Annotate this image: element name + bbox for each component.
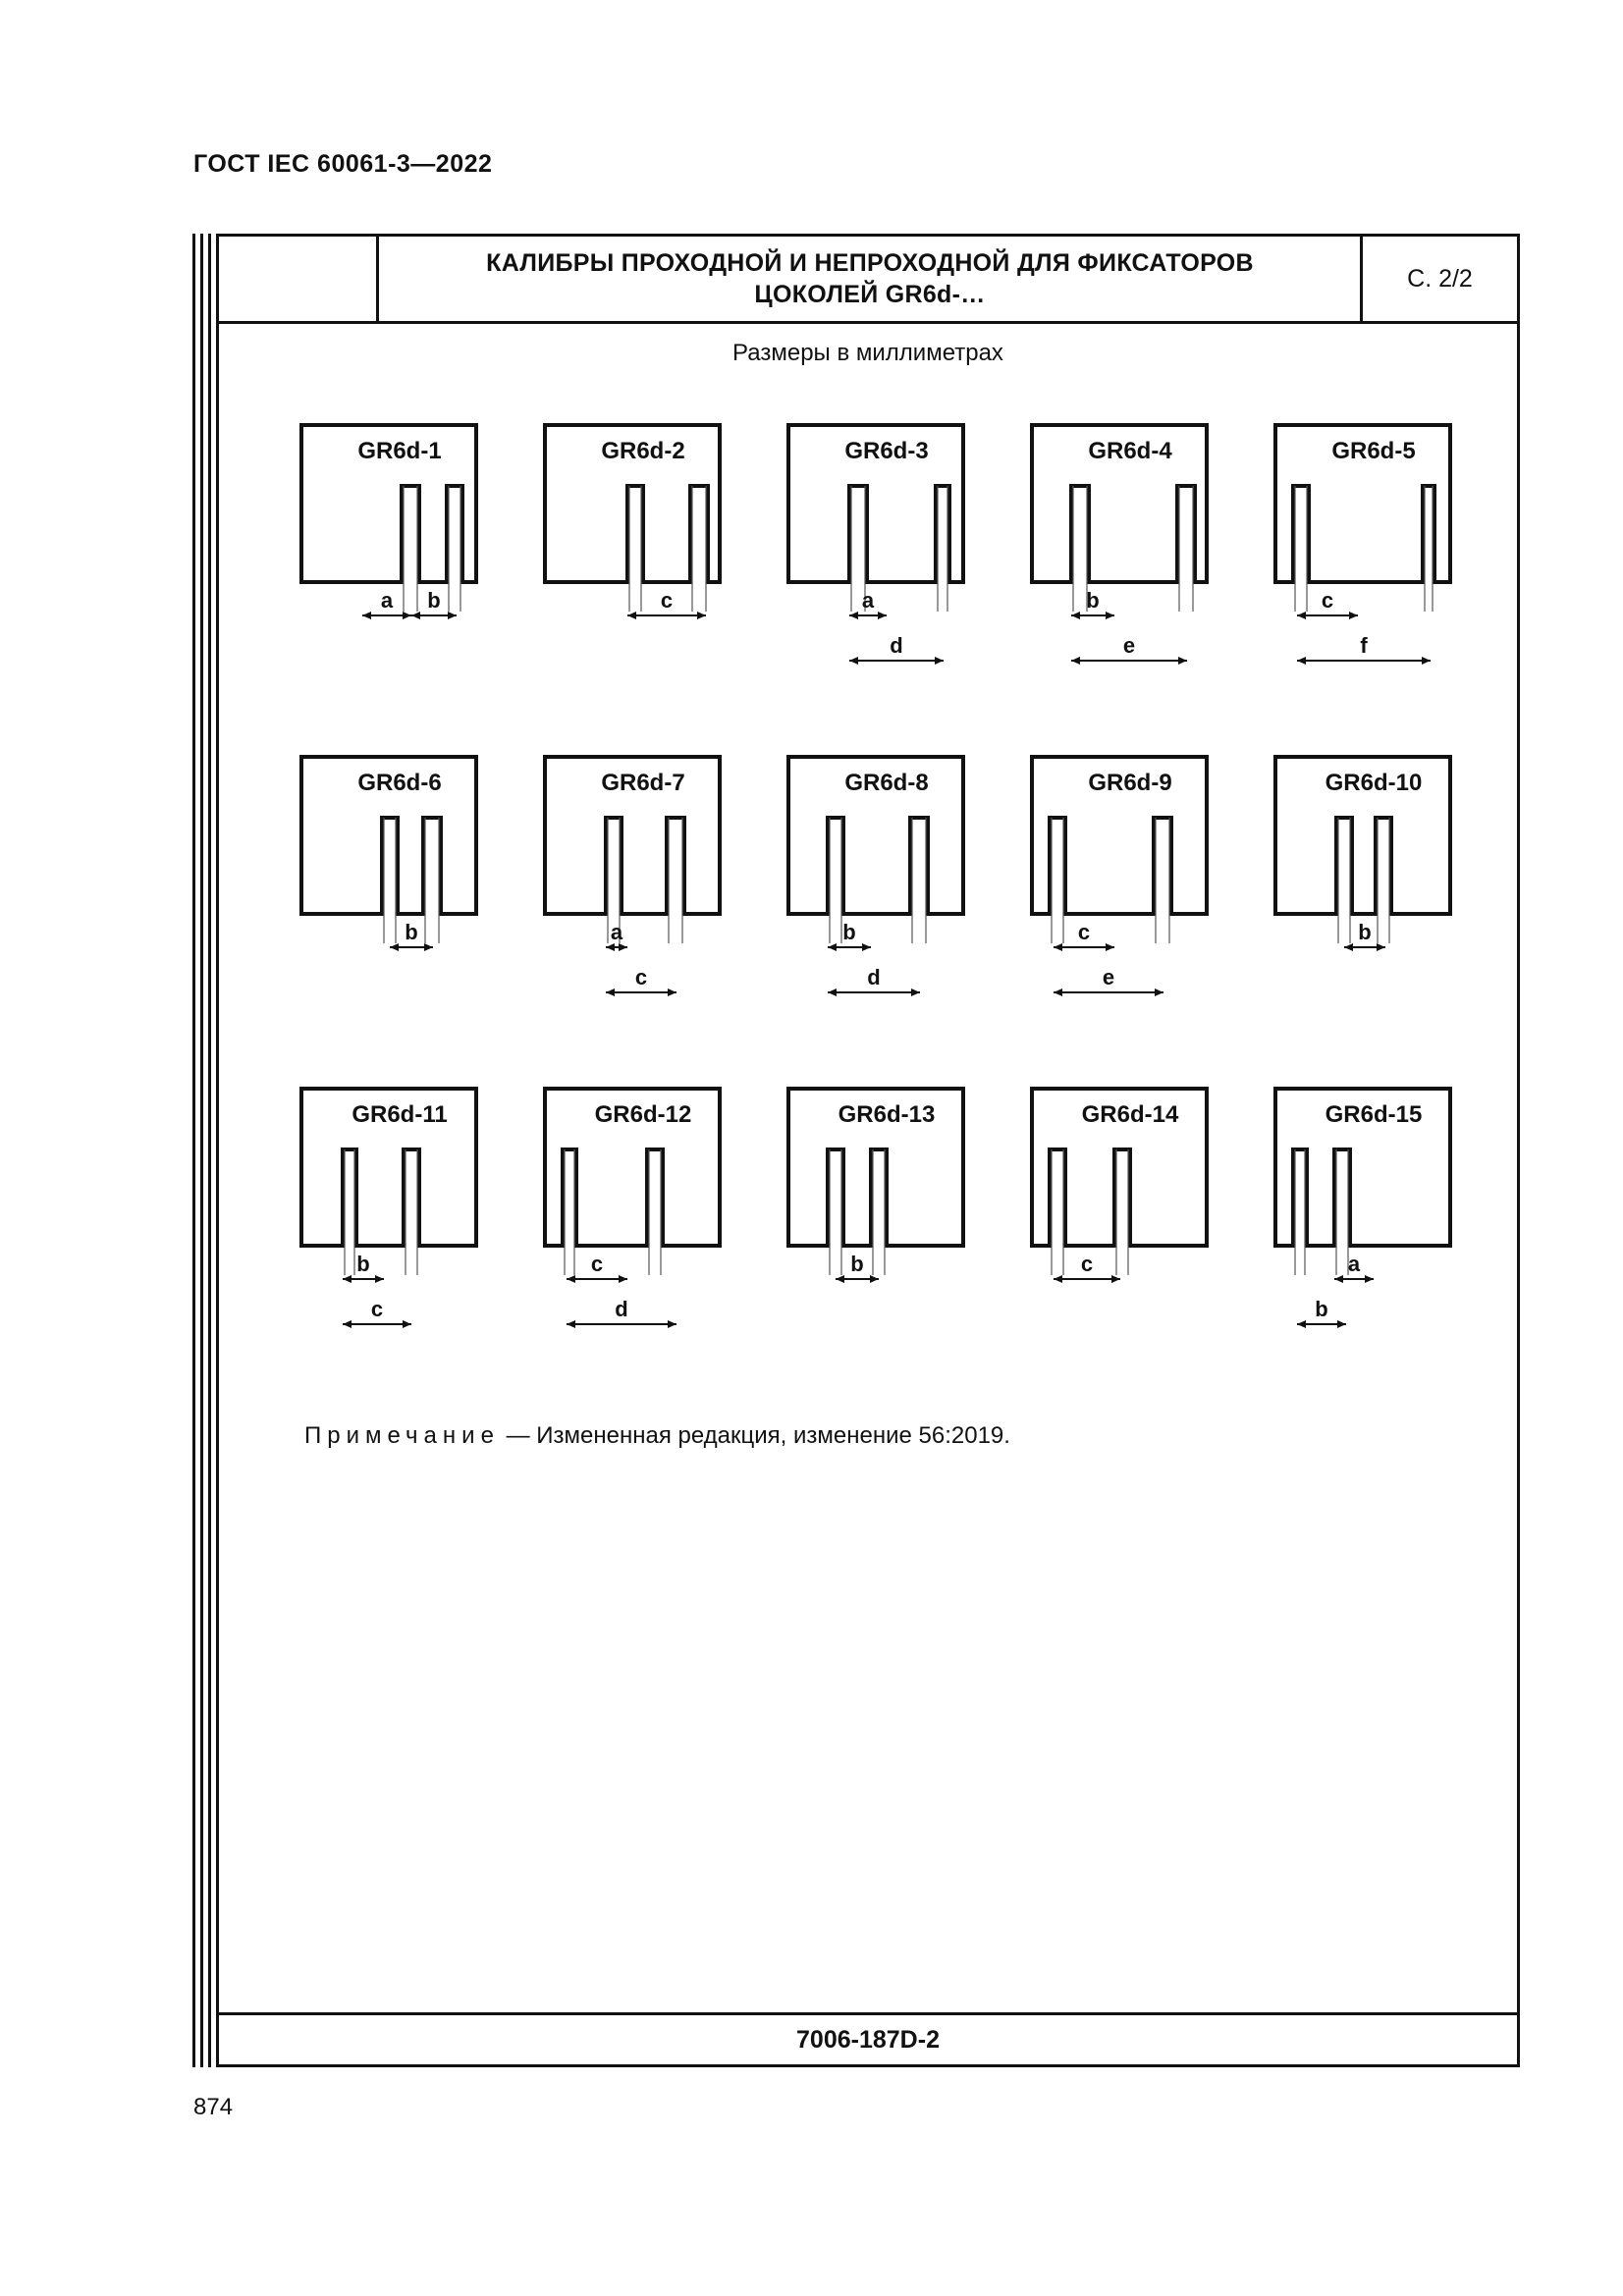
gauge-1	[301, 425, 476, 619]
sheet-code: 7006-187D-2	[219, 2012, 1517, 2064]
gauge-label: GR6d-2	[601, 438, 685, 464]
frame-margin-line	[192, 234, 195, 2067]
dimension-label: c	[370, 1297, 384, 1321]
gauge-label: GR6d-9	[1088, 770, 1172, 796]
dimension-label: b	[850, 1252, 864, 1276]
gauge-label: GR6d-10	[1325, 770, 1423, 796]
gauge-7	[545, 757, 720, 996]
dimension-label: f	[1360, 633, 1368, 658]
dimension-label: a	[380, 588, 394, 613]
dimension-label: e	[1102, 965, 1115, 989]
dimension-label: a	[1347, 1252, 1361, 1276]
dimension-label: c	[1077, 920, 1091, 944]
dimension-label: b	[1315, 1297, 1328, 1321]
gauge-8	[788, 757, 963, 996]
gauge-14	[1032, 1089, 1207, 1283]
sheet-frame	[216, 234, 1520, 2067]
gauge-label: GR6d-1	[357, 438, 442, 464]
gauge-13	[788, 1089, 963, 1283]
gauge-label: GR6d-3	[844, 438, 929, 464]
dimension-label: c	[1321, 588, 1334, 613]
page-number: 874	[193, 2094, 234, 2120]
standard-title: ГОСТ IEC 60061-3—2022	[193, 150, 493, 178]
dimension-label: b	[1086, 588, 1100, 613]
dimensions-note: Размеры в миллиметрах	[732, 340, 1003, 366]
frame-margin-line	[200, 234, 203, 2067]
gauge-label: GR6d-13	[838, 1101, 936, 1128]
dimension-label: b	[356, 1252, 370, 1276]
dimension-label: b	[405, 920, 418, 944]
gauge-5	[1275, 425, 1450, 665]
note	[304, 1422, 1010, 1450]
gauge-label: GR6d-7	[601, 770, 685, 796]
gauge-4	[1032, 425, 1207, 665]
gauge-10	[1275, 757, 1450, 951]
gauge-drawings	[219, 237, 1517, 1788]
gauge-label: GR6d-11	[352, 1101, 448, 1128]
dimension-label: e	[1122, 633, 1136, 658]
dimension-label: b	[842, 920, 856, 944]
dimension-label: c	[660, 588, 674, 613]
dimension-label: d	[890, 633, 903, 658]
note-text: — Измененная редакция, изменение 56:2019.	[499, 1422, 1010, 1449]
gauge-label: GR6d-6	[357, 770, 442, 796]
dimension-label: d	[615, 1297, 628, 1321]
gauge-11	[301, 1089, 476, 1328]
gauge-3	[788, 425, 963, 665]
frame-margin-line	[208, 234, 211, 2067]
gauge-label: GR6d-8	[844, 770, 929, 796]
sheet-page-indicator: С. 2/2	[1360, 237, 1517, 321]
gauge-label: GR6d-5	[1331, 438, 1416, 464]
dimension-label: c	[634, 965, 648, 989]
note-label: Примечание	[304, 1422, 500, 1449]
sheet-title-line-2: ЦОКОЛЕЙ GR6d-…	[754, 281, 986, 308]
gauge-12	[545, 1089, 720, 1328]
gauge-label: GR6d-12	[594, 1101, 692, 1128]
dimension-label: a	[610, 920, 623, 944]
dimension-label: c	[1080, 1252, 1094, 1276]
gauge-9	[1032, 757, 1207, 996]
gauge-6	[301, 757, 476, 951]
dimension-label: d	[867, 965, 881, 989]
dimension-label: a	[861, 588, 875, 613]
gauge-label: GR6d-14	[1081, 1101, 1179, 1128]
gauge-label: GR6d-4	[1088, 438, 1172, 464]
dimension-label: b	[427, 588, 441, 613]
dimension-label: c	[590, 1252, 604, 1276]
dimension-label: b	[1358, 920, 1372, 944]
sheet-title-line-1: КАЛИБРЫ ПРОХОДНОЙ И НЕПРОХОДНОЙ ДЛЯ ФИКСАТОРОВ	[486, 249, 1254, 277]
gauge-label: GR6d-15	[1325, 1101, 1423, 1128]
gauge-2	[545, 425, 720, 619]
gauge-15	[1275, 1089, 1450, 1328]
